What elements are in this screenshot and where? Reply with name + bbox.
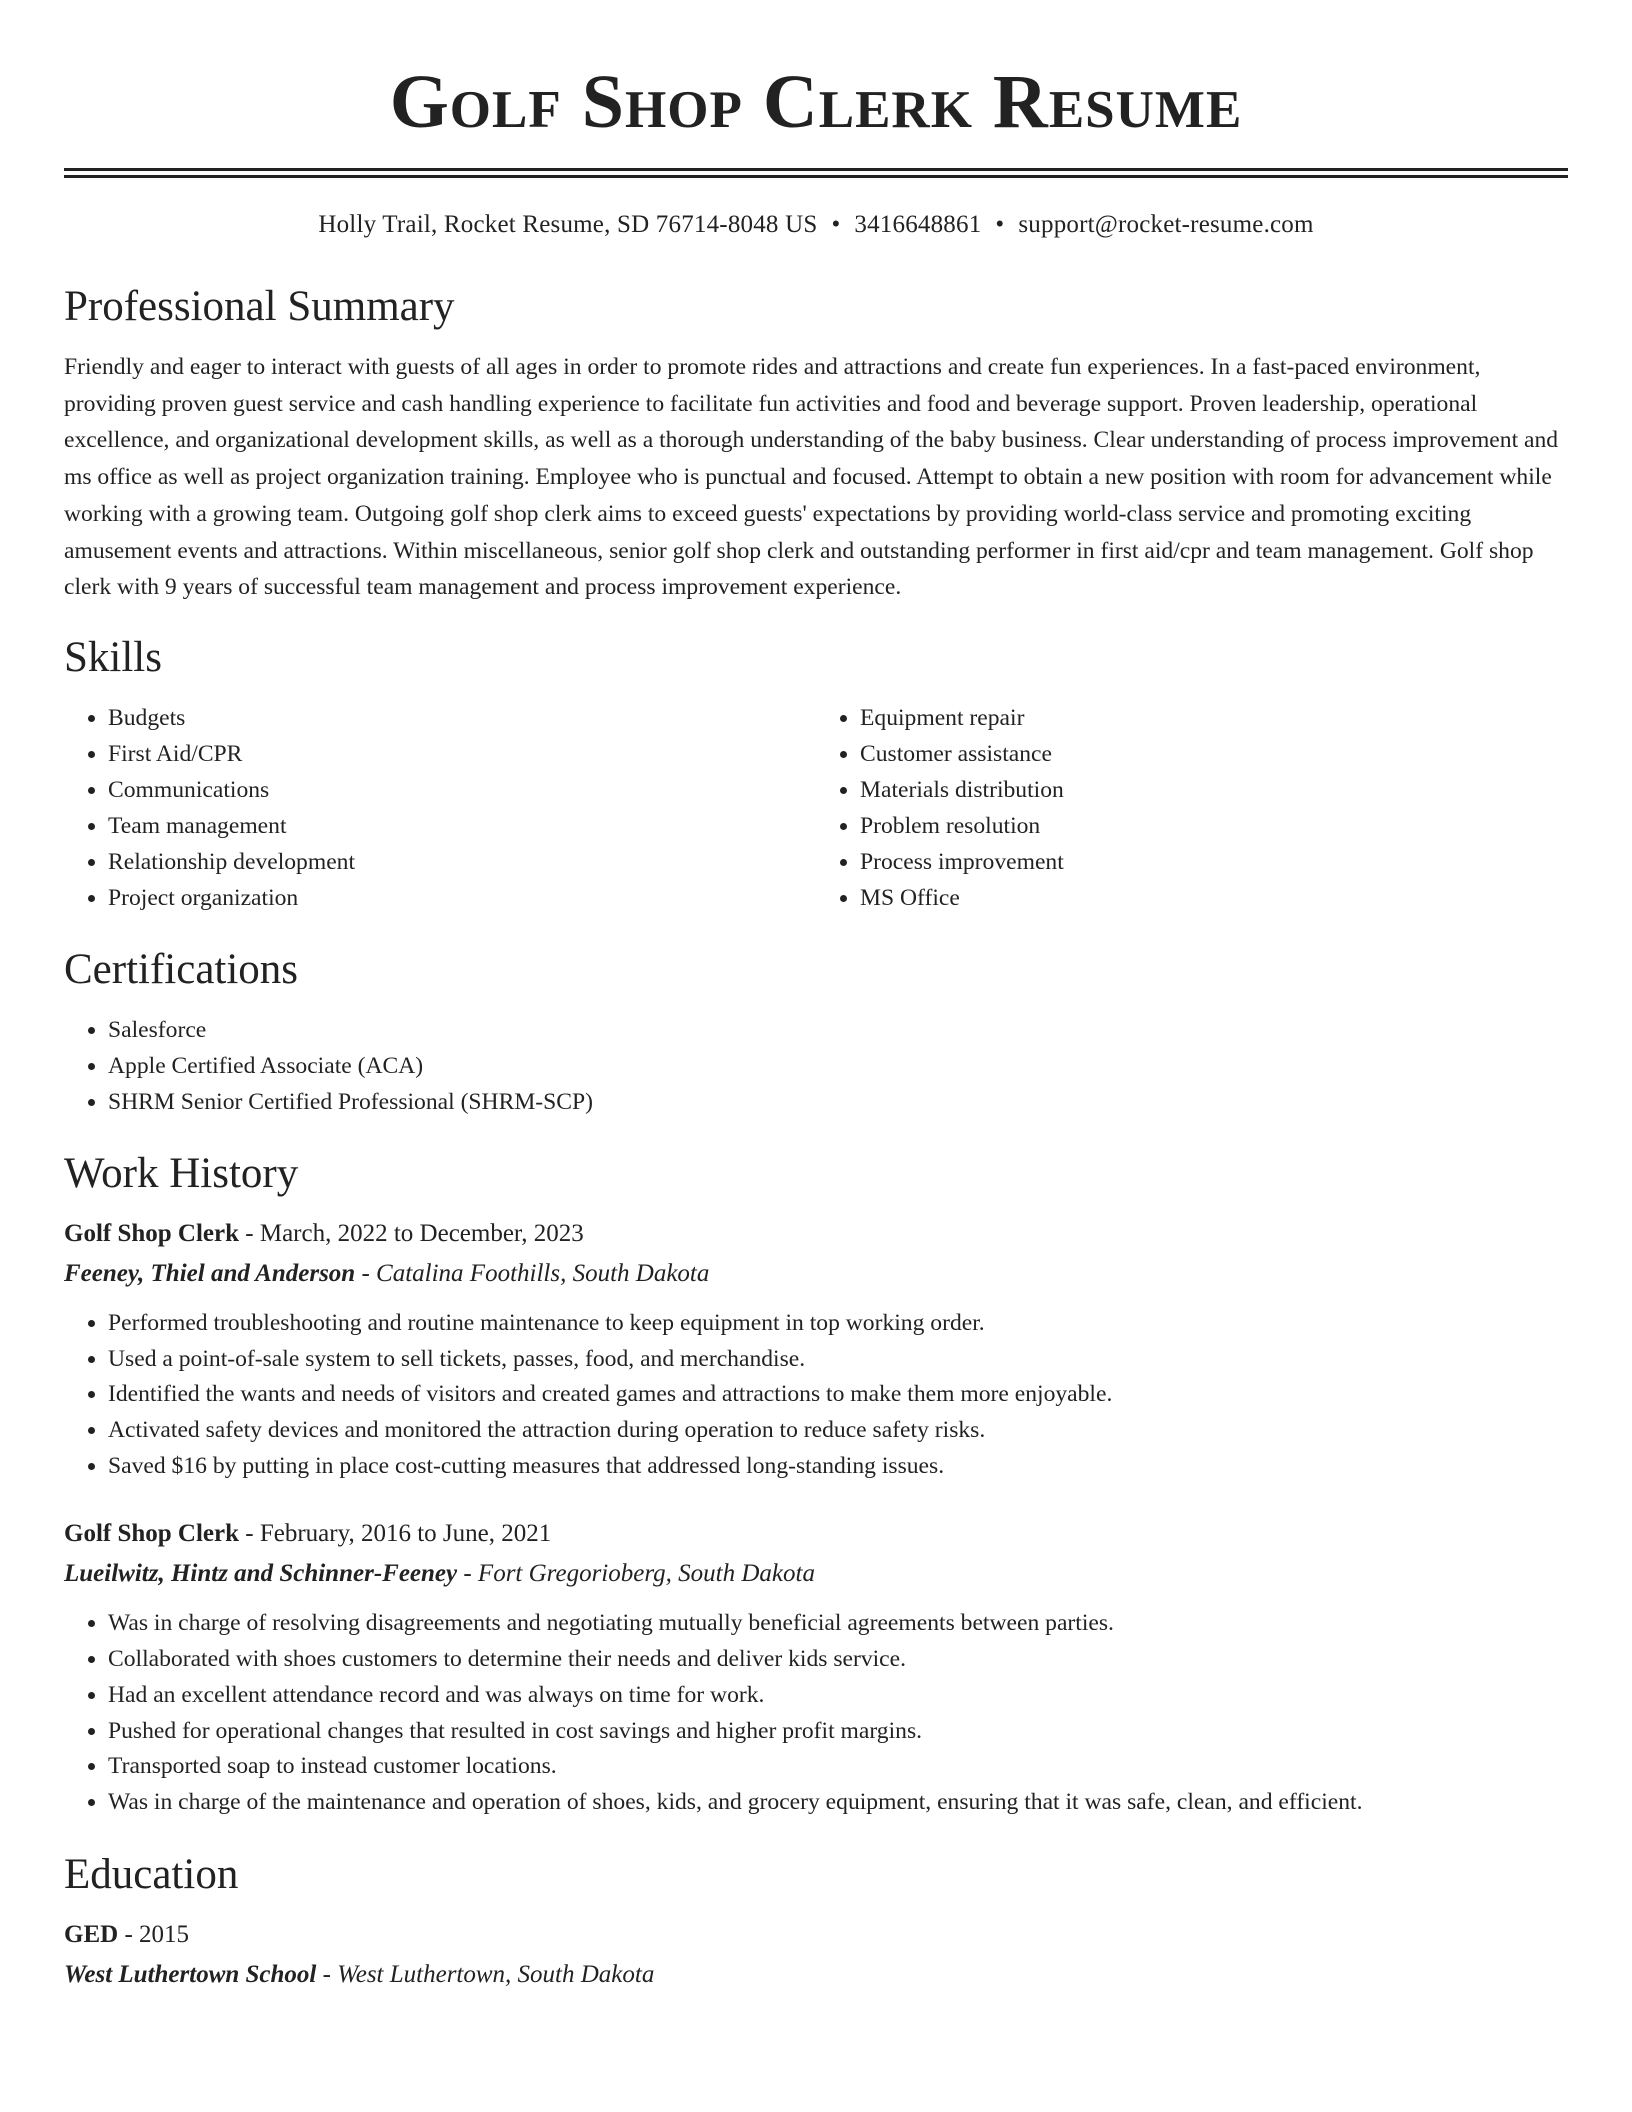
work-history-heading: Work History xyxy=(64,1149,299,1197)
contact-phone: 3416648861 xyxy=(854,211,982,238)
certifications-heading: Certifications xyxy=(64,945,299,993)
certification-item: • Apple Certified Associate (ACA) xyxy=(108,1048,1568,1084)
job-employer xyxy=(64,1254,1568,1294)
job-entry xyxy=(64,1514,1568,1820)
job-duty: • Was in charge of resolving disagreements and negotiating mutually beneficial agreements between parties. xyxy=(108,1606,1568,1642)
job-employer xyxy=(64,1554,1568,1594)
certification-item: • Salesforce xyxy=(108,1012,1568,1048)
job-duty: • Was in charge of the maintenance and operation of shoes, kids, and grocery equipment, ensuring that it was safe, clean, and efficient. xyxy=(108,1785,1568,1821)
job-duty: • Identified the wants and needs of visitors and created games and attractions to make them more enjoyable. xyxy=(108,1377,1568,1413)
education-header xyxy=(64,1915,1568,1955)
skill-item: • Communications xyxy=(108,772,816,808)
certifications-list xyxy=(64,1012,1568,1120)
education-heading: Education xyxy=(64,1850,239,1898)
job-duty: • Transported soap to instead customer locations. xyxy=(108,1749,1568,1785)
skills-right-list xyxy=(816,700,1568,916)
certification-item: • SHRM Senior Certified Professional (SHRM-SCP) xyxy=(108,1084,1568,1120)
skill-item: • Materials distribution xyxy=(860,772,1568,808)
job-duty: • Had an excellent attendance record and was always on time for work. xyxy=(108,1678,1568,1714)
job-title: Golf Shop Clerk xyxy=(64,1219,240,1247)
education-section xyxy=(64,1847,1568,1995)
education-location: - West Luthertown, South Dakota xyxy=(316,1960,655,1988)
job-duty: • Performed troubleshooting and routine maintenance to keep equipment in top working order. xyxy=(108,1306,1568,1342)
work-history-section xyxy=(64,1146,1568,1821)
contact-separator: • xyxy=(831,211,841,238)
education-degree: GED xyxy=(64,1920,119,1948)
job-duty: • Collaborated with shoes customers to determine their needs and deliver kids service. xyxy=(108,1642,1568,1678)
education-institution xyxy=(64,1955,1568,1995)
contact-address: Holly Trail, Rocket Resume, SD 76714-8048 US xyxy=(318,211,818,238)
title-divider xyxy=(64,168,1568,178)
certifications-section xyxy=(64,942,1568,1120)
skill-item: • MS Office xyxy=(860,880,1568,916)
skill-item: • Customer assistance xyxy=(860,736,1568,772)
skill-item: • Relationship development xyxy=(108,844,816,880)
job-dates: - February, 2016 to June, 2021 xyxy=(239,1520,552,1548)
job-duty: • Saved $16 by putting in place cost-cutting measures that addressed long-standing issues. xyxy=(108,1449,1568,1485)
contact-line xyxy=(64,211,1568,239)
summary-heading: Professional Summary xyxy=(64,283,455,330)
summary-text: Friendly and eager to interact with guests of all ages in order to promote rides and attractions and create fun experiences. In a fast-paced environment, providing proven guest service and cash handling experience to facilitate fun activities and food and beverage support. Proven leadership, operational excellence, and organizational development skills, as well as a thorough understanding of the baby business. Clear understanding of process improvement and ms office as well as project organization training. Employee who is punctual and focused. Attempt to obtain a new position with room for advancement while working with a growing team. Outgoing golf shop clerk aims to exceed guests' expectations by providing world-class service and promoting exciting amusement events and attractions. Within miscellaneous, senior golf shop clerk and outstanding performer in first aid/cpr and team management. Golf shop clerk with 9 years of successful team management and process improvement experience. xyxy=(64,354,1559,601)
job-duty: • Activated safety devices and monitored the attraction during operation to reduce safety risks. xyxy=(108,1413,1568,1449)
job-duty: • Used a point-of-sale system to sell tickets, passes, food, and merchandise. xyxy=(108,1342,1568,1378)
job-entry xyxy=(64,1214,1568,1485)
contact-email: support@rocket-resume.com xyxy=(1018,211,1314,238)
job-duty: • Pushed for operational changes that resulted in cost savings and higher profit margins. xyxy=(108,1714,1568,1750)
job-location: - Catalina Foothills, South Dakota xyxy=(355,1259,710,1287)
job-header xyxy=(64,1514,1568,1554)
education-school: West Luthertown School xyxy=(64,1960,317,1988)
skill-item: • Team management xyxy=(108,808,816,844)
skills-heading: Skills xyxy=(64,633,162,681)
skill-item: • Project organization xyxy=(108,880,816,916)
education-year: - 2015 xyxy=(118,1920,190,1948)
job-duties-list xyxy=(64,1606,1568,1820)
contact-separator: • xyxy=(995,211,1005,238)
skill-item: • Problem resolution xyxy=(860,808,1568,844)
job-header xyxy=(64,1214,1568,1254)
skill-item: • Budgets xyxy=(108,700,816,736)
job-location: - Fort Gregorioberg, South Dakota xyxy=(457,1560,815,1588)
job-company: Feeney, Thiel and Anderson xyxy=(64,1259,356,1287)
skills-left-list xyxy=(64,700,816,916)
job-company: Lueilwitz, Hintz and Schinner-Feeney xyxy=(64,1560,458,1588)
skill-item: • Process improvement xyxy=(860,844,1568,880)
summary-section xyxy=(64,279,1568,606)
resume-title: Golf Shop Clerk Resume xyxy=(389,60,1243,144)
skills-section xyxy=(64,630,1568,916)
skill-item: • First Aid/CPR xyxy=(108,736,816,772)
job-duties-list xyxy=(64,1306,1568,1485)
skills-grid xyxy=(64,700,1568,916)
skill-item: • Equipment repair xyxy=(860,700,1568,736)
job-dates: - March, 2022 to December, 2023 xyxy=(239,1219,584,1247)
job-title: Golf Shop Clerk xyxy=(64,1520,240,1548)
